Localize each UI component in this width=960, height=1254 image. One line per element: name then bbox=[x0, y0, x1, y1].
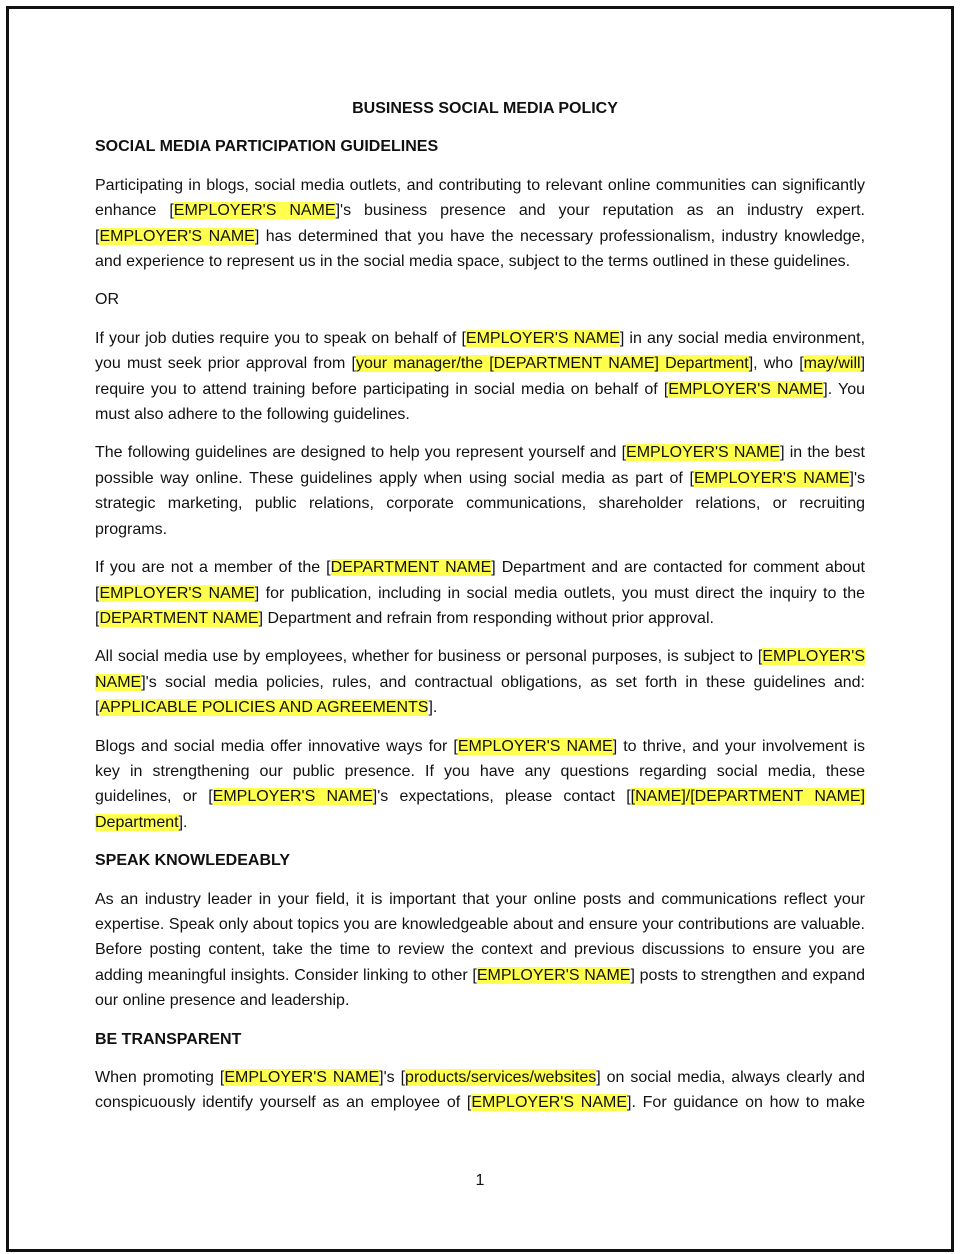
paragraph-text: ] to thrive, and your involvement is key in strengthening our public presence. If you have any questions regarding social media, these guidelines, or [ bbox=[95, 737, 866, 806]
paragraph-text: ] Department and refrain from responding without prior approval. bbox=[258, 609, 714, 627]
paragraph-text: ]'s social media policies, rules, and contractual obligations, as set forth in these guidelines and: [ bbox=[95, 673, 865, 717]
placeholder-highlight: may/will bbox=[803, 355, 861, 373]
paragraph-participation-intro bbox=[95, 173, 865, 275]
page-number: 1 bbox=[475, 1172, 485, 1189]
document-blocks bbox=[95, 134, 865, 1115]
placeholder-highlight: EMPLOYER'S NAME bbox=[95, 648, 865, 691]
placeholder-highlight: EMPLOYER'S NAME bbox=[457, 737, 613, 755]
paragraph-text: ] posts to strengthen and expand our online presence and leadership. bbox=[95, 966, 866, 1010]
paragraph-text: All social media use by employees, whether for business or personal purposes, is subject to [ bbox=[95, 648, 763, 666]
paragraph-text: ]. For guidance on how to make bbox=[627, 1094, 865, 1112]
placeholder-highlight: EMPLOYER'S NAME bbox=[212, 788, 373, 806]
paragraph-text: ] in the best possible way online. These guidelines apply when using social media as part of [ bbox=[95, 444, 866, 487]
placeholder-highlight: EMPLOYER'S NAME bbox=[693, 469, 850, 487]
paragraph-text: ], who [ bbox=[748, 355, 804, 373]
document-title: BUSINESS SOCIAL MEDIA POLICY bbox=[352, 100, 618, 117]
placeholder-highlight: EMPLOYER'S NAME bbox=[99, 584, 255, 602]
paragraph-text: If you are not a member of the [ bbox=[95, 559, 331, 577]
paragraph-text: ] Department and are contacted for comment about [ bbox=[95, 559, 865, 602]
placeholder-highlight: [NAME]/[DEPARTMENT NAME] Department bbox=[95, 788, 866, 831]
paragraph-text: ]'s expectations, please contact [ bbox=[372, 788, 631, 806]
paragraph-all-use bbox=[95, 644, 865, 720]
heading-participation-guidelines: SOCIAL MEDIA PARTICIPATION GUIDELINES bbox=[95, 138, 439, 156]
paragraph-text: Blogs and social media offer innovative ways for [ bbox=[95, 737, 458, 755]
paragraph-text: ]'s business presence and your reputation as an industry expert. [ bbox=[95, 202, 866, 245]
paragraph-text: ]'s strategic marketing, public relations, corporate communications, shareholder relations, or recruiting programs. bbox=[95, 469, 866, 538]
paragraph-industry-leader bbox=[95, 887, 865, 1014]
paragraph-guidelines-purpose bbox=[95, 440, 865, 542]
paragraph-text: ] on social media, always clearly and conspicuously identify yourself as an employee of [ bbox=[95, 1069, 865, 1112]
placeholder-highlight: EMPLOYER'S NAME bbox=[471, 1094, 627, 1112]
paragraph-text: Participating in blogs, social media outlets, and contributing to relevant online communities can significantly enhance [ bbox=[95, 176, 865, 220]
heading-speak-knowledeably: SPEAK KNOWLEDEABLY bbox=[95, 852, 290, 870]
placeholder-highlight: EMPLOYER'S NAME bbox=[173, 202, 336, 220]
paragraph-text: ] in any social media environment, you must seek prior approval from [ bbox=[95, 329, 866, 373]
paragraph-text: ]'s [ bbox=[379, 1069, 406, 1086]
paragraph-text: ] for publication, including in social media outlets, you must direct the inquiry to the [ bbox=[95, 584, 866, 627]
placeholder-highlight: DEPARTMENT NAME bbox=[99, 609, 259, 627]
placeholder-highlight: EMPLOYER'S NAME bbox=[224, 1069, 380, 1086]
placeholder-highlight: EMPLOYER'S NAME bbox=[476, 966, 631, 984]
placeholder-highlight: APPLICABLE POLICIES AND AGREEMENTS bbox=[99, 699, 429, 717]
paragraph-text: ]. You must also adhere to the following guidelines. bbox=[95, 380, 866, 424]
paragraph-text: ]. bbox=[428, 699, 438, 717]
paragraph-promoting bbox=[95, 1065, 865, 1116]
placeholder-highlight: EMPLOYER'S NAME bbox=[465, 329, 620, 347]
placeholder-highlight: EMPLOYER'S NAME bbox=[99, 227, 255, 245]
paragraph-text: ] require you to attend training before participating in social media on behalf of [ bbox=[95, 355, 866, 398]
paragraph-text: ]. bbox=[178, 813, 188, 831]
paragraph-text: As an industry leader in your field, it is important that your online posts and communications reflect your expertise. Speak only about topics you are knowledgeable about and ensure your contributions are valuable. Before posting content, take the time to review the context and previous discussions to ensure you are adding meaningful insights. Consider linking to other [ bbox=[95, 890, 865, 984]
placeholder-highlight: DEPARTMENT NAME bbox=[330, 559, 492, 577]
heading-be-transparent: BE TRANSPARENT bbox=[95, 1030, 242, 1048]
placeholder-highlight: EMPLOYER'S NAME bbox=[626, 444, 781, 462]
placeholder-highlight: EMPLOYER'S NAME bbox=[668, 380, 824, 398]
paragraph-not-member bbox=[95, 555, 865, 631]
placeholder-highlight: products/services/websites bbox=[405, 1069, 597, 1086]
document-body bbox=[95, 96, 865, 1129]
paragraph-text: ] has determined that you have the necessary professionalism, industry knowledge, and experience to represent us in the social media space, subject to the terms outlined in these guidelines. bbox=[95, 227, 866, 271]
paragraph-job-duties bbox=[95, 326, 865, 428]
paragraph-or bbox=[95, 287, 865, 312]
paragraph-text: The following guidelines are designed to help you represent yourself and [ bbox=[95, 444, 627, 462]
placeholder-highlight: your manager/the [DEPARTMENT NAME] Department bbox=[355, 355, 749, 373]
paragraph-text: When promoting [ bbox=[95, 1069, 225, 1086]
paragraph-text: OR bbox=[95, 291, 119, 309]
paragraph-text: If your job duties require you to speak on behalf of [ bbox=[95, 329, 466, 347]
paragraph-blogs-offer bbox=[95, 734, 865, 836]
